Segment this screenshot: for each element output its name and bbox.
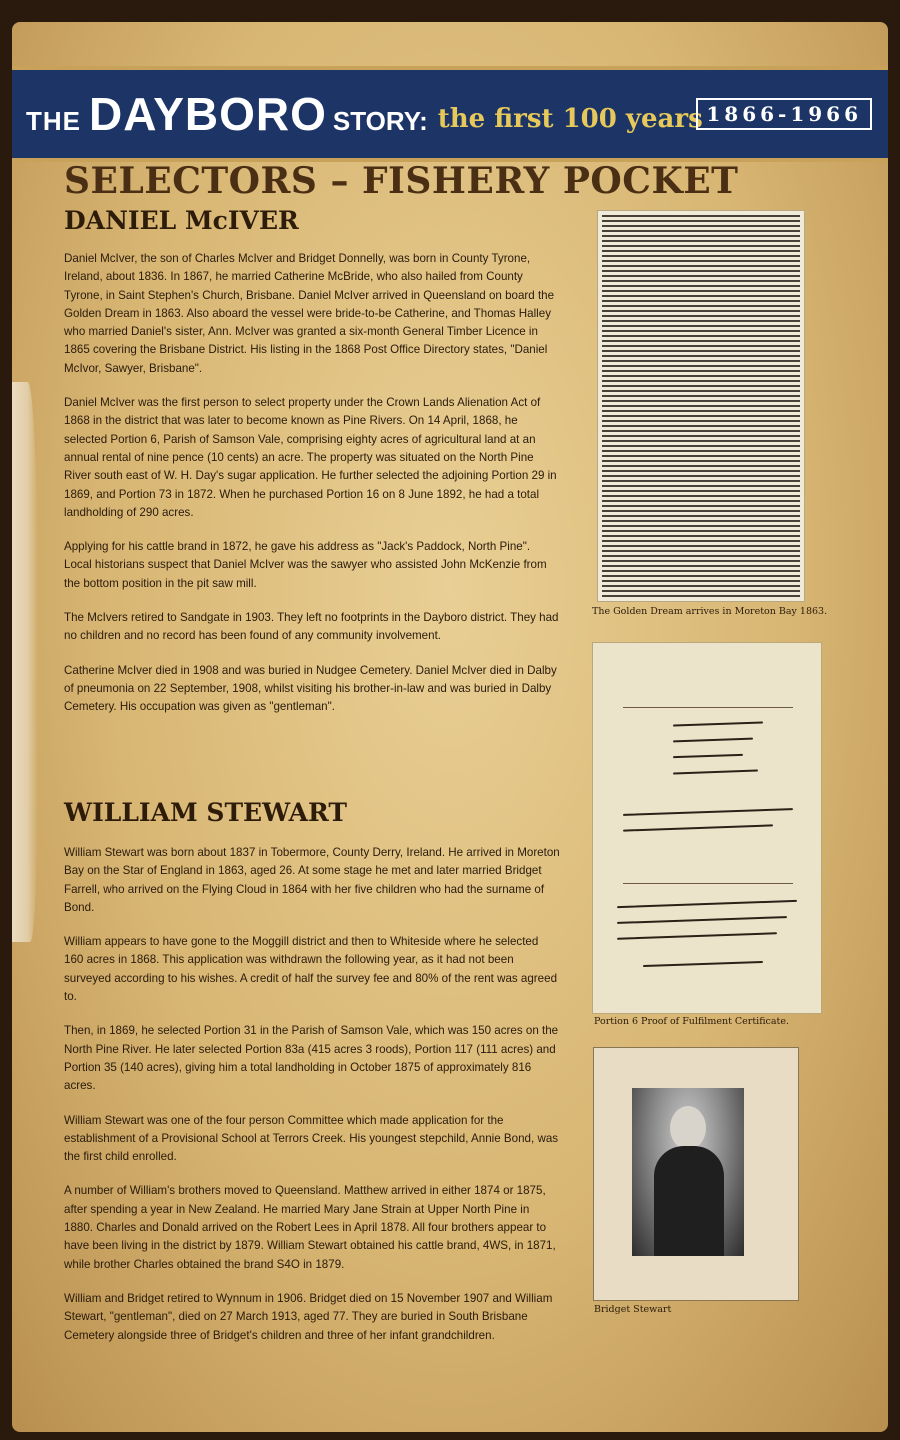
paragraph: William and Bridget retired to Wynnum in 1906. Bridget died on 15 November 1907 and William Stewart, "gentleman", died on 27 March 1913, aged 77. They are buried in South Brisbane Cemetery alongside three of Bridget's children and three of her infant grandchildren. [64, 1291, 553, 1342]
paragraph: Daniel McIver was the first person to select property under the Crown Lands Alienation Act of 1868 in the district that was later to become known as Pine Rivers. On 14 April, 1868, he selected Portion 6, Parish of Samson Vale, comprising eighty acres of agricultural land at an annual rental of nine pence (10 cents) an acre. The property was situated on the North Pine River south east of W. H. Day's sugar application. He further selected the adjoining Portion 29 in 1869, and Portion 73 in 1872. When he purchased Portion 16 on 8 June 1892, he had a total landholding of 290 acres. [64, 396, 557, 519]
handwriting-stroke [617, 932, 777, 940]
page-title: SELECTORS – FISHERY POCKET [64, 160, 739, 202]
poster-paper [12, 22, 888, 1432]
handwriting-stroke [673, 770, 758, 775]
portrait-frame [593, 1047, 799, 1301]
header-dayboro: DAYBORO [89, 88, 327, 140]
header-the: THE [26, 105, 81, 136]
newspaper-clipping-image [597, 210, 805, 602]
header-years-badge: 1866-1966 [696, 98, 872, 130]
handwriting-stroke [673, 754, 743, 758]
section-body-stewart [64, 844, 560, 1361]
signature-stroke [643, 961, 763, 967]
header-banner [12, 66, 888, 162]
header-story: STORY: [332, 105, 428, 136]
paragraph: Then, in 1869, he selected Portion 31 in the Parish of Samson Vale, which was 150 acres on the North Pine River. He later selected Portion 83a (415 acres 3 roods), Portion 117 (111 acres) and Portion 35 (140 acres), giving him a total landholding in October 1875 of approximately 816 acres. [64, 1024, 559, 1093]
certificate-image [592, 642, 822, 1014]
newspaper-caption: The Golden Dream arrives in Moreton Bay 1863. [592, 606, 828, 617]
certificate-rule [623, 883, 793, 884]
paragraph: William Stewart was born about 1837 in Tobermore, County Derry, Ireland. He arrived in Moreton Bay on the Star of England in 1863, aged 26. At some stage he met and later married Bridget Farrell, who arrived on the Flying Cloud in 1864 with her five children who had the surname of Bond. [64, 846, 560, 914]
section-body-mciver [64, 250, 560, 733]
certificate-heading-texture [593, 663, 821, 672]
torn-edge [12, 382, 38, 942]
section-heading-mciver: DANIEL McIVER [64, 206, 299, 235]
paragraph: William appears to have gone to the Moggill district and then to Whiteside where he selected 160 acres in 1868. This application was withdrawn the following year, as it had not been surveyed according to his wishes. A credit of half the survey fee and 80% of the rent was agreed to. [64, 935, 558, 1004]
paragraph: A number of William's brothers moved to Queensland. Matthew arrived in either 1874 or 1875, after spending a year in New Zealand. He married Mary Jane Strain at Upper North Pine in 1880. Charles and Donald arrived on the Robert Lees in April 1878. All four brothers appear to have been living in the district by 1879. William Stewart obtained his cattle brand, 4WS, in 1871, while brother Charles obtained the brand S4O in 1879. [64, 1184, 556, 1271]
paragraph: Daniel McIver, the son of Charles McIver and Bridget Donnelly, was born in County Tyrone, Ireland, about 1836. In 1867, he married Catherine McBride, who also hailed from County Tyrone, in Saint Stephen's Church, Brisbane. Daniel McIver arrived in Queensland on board the Golden Dream in 1863. Also aboard the vessel were bride-to-be Catherine, and Thomas Halley who married Daniel's sister, Ann. McIver was granted a six-month General Timber Licence in 1865 covering the Brisbane District. His listing in the 1868 Post Office Directory states, "Daniel McIvor, Sawyer, Brisbane". [64, 252, 555, 375]
handwriting-stroke [617, 916, 787, 924]
header-subtitle: the first 100 years [437, 104, 703, 134]
paragraph: Catherine McIver died in 1908 and was buried in Nudgee Cemetery. Daniel McIver died in Dalby of pneumonia on 22 September, 1908, whilst visiting his brother-in-law and was buried in Dalby Cemetery. His occupation was given as "gentleman". [64, 663, 557, 714]
paragraph: The McIvers retired to Sandgate in 1903. They left no footprints in the Dayboro district. They had no children and no record has been found of any community involvement. [64, 611, 559, 643]
paragraph: Applying for his cattle brand in 1872, he gave his address as "Jack's Paddock, North Pine". Local historians suspect that Daniel McIver was the sawyer who assisted John McKenzie from the bottom position in the pit saw mill. [64, 540, 547, 590]
handwriting-stroke [673, 738, 753, 743]
handwriting-stroke [623, 824, 773, 831]
portrait-body [654, 1146, 724, 1256]
certificate-caption: Portion 6 Proof of Fulfilment Certificate. [594, 1016, 789, 1027]
certificate-rule [623, 707, 793, 708]
section-heading-stewart: WILLIAM STEWART [64, 798, 347, 827]
portrait-head [670, 1106, 706, 1150]
portrait-caption: Bridget Stewart [594, 1304, 672, 1315]
portrait-photo [632, 1088, 744, 1256]
handwriting-stroke [623, 808, 793, 816]
handwriting-stroke [673, 721, 763, 726]
newspaper-text-texture [602, 215, 800, 597]
handwriting-stroke [617, 900, 797, 908]
paragraph: William Stewart was one of the four person Committee which made application for the establishment of a Provisional School at Terrors Creek. His youngest stepchild, Annie Bond, was the first child enrolled. [64, 1113, 559, 1164]
